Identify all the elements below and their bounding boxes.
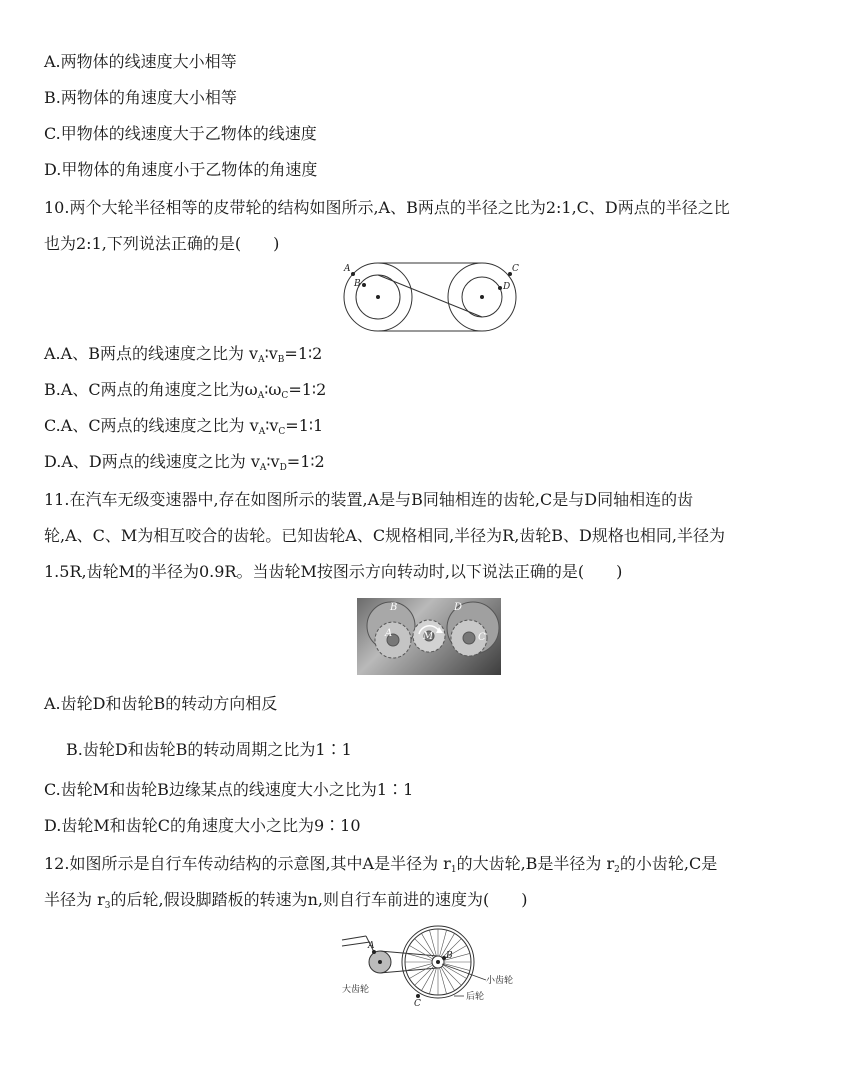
q10-belt-pulley-figure xyxy=(340,262,530,334)
option-d: D.甲物体的角速度小于乙物体的角速度 xyxy=(44,160,318,179)
q11-label-d: D xyxy=(454,602,463,613)
q11-label-a: A xyxy=(385,628,393,639)
q11-option-a: A.齿轮D和齿轮B的转动方向相反 xyxy=(44,694,278,713)
q12-label-big-gear: 大齿轮 xyxy=(342,985,370,995)
wheel-spoke xyxy=(409,965,432,979)
wheel-spoke xyxy=(409,946,432,960)
q10-option-b: B.A、C两点的角速度之比为$\omega_A∶\omega_C=1∶2$ xyxy=(44,380,327,401)
q12-stem-line2: 半径为 $r_3$的后轮,假设脚踏板的转速为n,则自行车前进的速度为( ) xyxy=(44,890,528,911)
q11-option-c: C.齿轮M和齿轮B边缘某点的线速度大小之比为1∶1 xyxy=(44,780,414,799)
q11-option-b: B.齿轮D和齿轮B的转动周期之比为1∶1 xyxy=(66,740,352,759)
q11-option-d: D.齿轮M和齿轮C的角速度大小之比为9∶10 xyxy=(44,816,361,835)
wheel-spoke xyxy=(429,930,436,956)
option-c: C.甲物体的线速度大于乙物体的线速度 xyxy=(44,124,317,143)
q10-label-c: C xyxy=(512,264,519,274)
q11-stem-line2: 轮,A、C、M为相互咬合的齿轮。已知齿轮A、C规格相同,半径为R,齿轮B、D规格也相同,半径为 xyxy=(44,526,725,545)
option-b: B.两物体的角速度大小相等 xyxy=(44,88,237,107)
wheel-spoke xyxy=(440,968,447,994)
q11-label-m: M xyxy=(423,631,434,642)
q12-label-b: B xyxy=(446,951,453,961)
q12-label-small-gear: 小齿轮 xyxy=(486,976,514,986)
wheel-spoke xyxy=(442,966,461,985)
q10-label-b: B xyxy=(354,279,361,289)
q10-option-d: D.A、D两点的线速度之比为 $v_A∶v_D=1∶2$ xyxy=(44,452,325,473)
wheel-spoke xyxy=(429,968,436,994)
q10-stem-line1: 10.两个大轮半径相等的皮带轮的结构如图所示,A、B两点的半径之比为2:1,C、D两点的半径之比 xyxy=(44,198,730,217)
q11-stem-line1: 11.在汽车无级变速器中,存在如图所示的装置,A是与B同轴相连的齿轮,C是与D同轴相连的齿 xyxy=(44,490,694,509)
q11-gear-photo xyxy=(357,598,501,675)
q12-bicycle-transmission-figure xyxy=(336,920,522,1008)
q12-label-c: C xyxy=(414,999,421,1008)
q10-option-a: A.A、B两点的线速度之比为 $v_A∶v_B=1∶2$ xyxy=(44,344,323,365)
q10-label-d: D xyxy=(503,282,511,292)
q11-stem-line3: 1.5R,齿轮M的半径为0.9R。当齿轮M按图示方向转动时,以下说法正确的是( ) xyxy=(44,562,623,581)
q12-label-rear-wheel: 后轮 xyxy=(466,992,485,1002)
q12-label-a: A xyxy=(368,941,375,951)
q12-stem-line1: 12.如图所示是自行车传动结构的示意图,其中A是半径为 $r_1$的大齿轮,B是半径为 $r_2$的小齿轮,C是 xyxy=(44,854,718,875)
option-a: A.两物体的线速度大小相等 xyxy=(44,52,237,71)
q10-option-c: C.A、C两点的线速度之比为 $v_A∶v_C=1∶1$ xyxy=(44,416,324,437)
q11-label-b: B xyxy=(390,602,398,613)
q11-label-c: C xyxy=(478,632,486,643)
q10-label-a: A xyxy=(344,264,351,274)
q10-stem-line2: 也为2:1,下列说法正确的是( ) xyxy=(44,234,280,253)
